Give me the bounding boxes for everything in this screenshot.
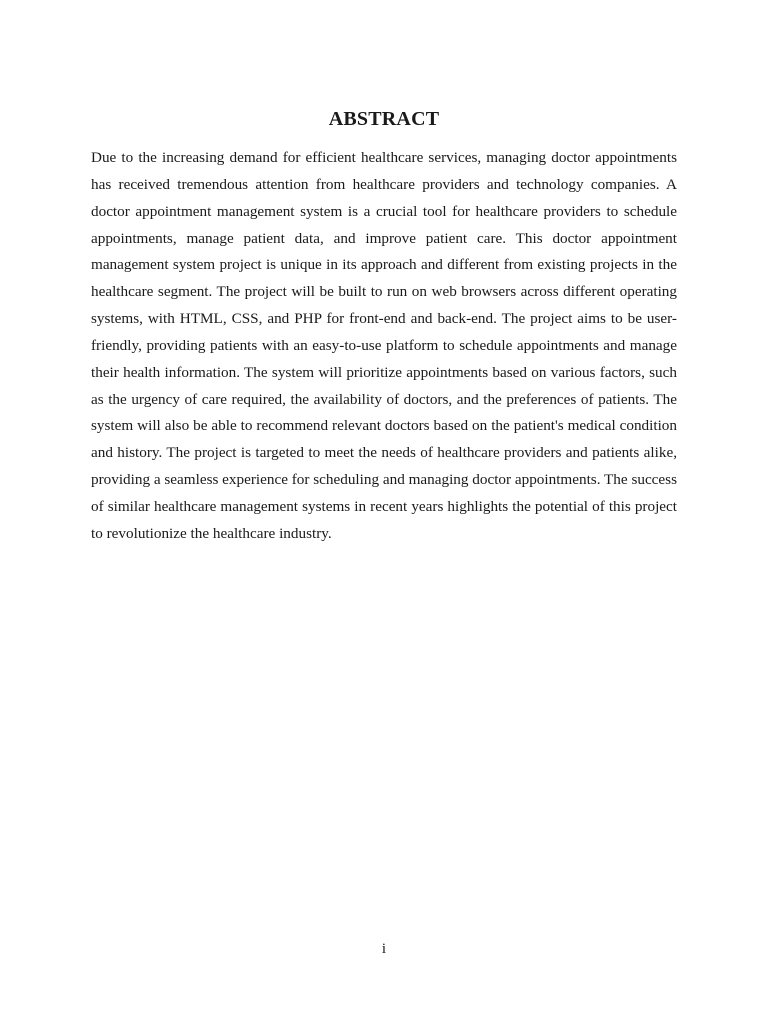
abstract-paragraph: Due to the increasing demand for efficient healthcare services, managing doctor appointments has received tremendous attention from healthcare providers and technology companies. A doctor appointment management system is a crucial tool for healthcare providers to schedule appointments, manage patient data, and improve patient care. This doctor appointment management system project is unique in its approach and different from existing projects in the healthcare segment. The project will be built to run on web browsers across different operating systems, with HTML, CSS, and PHP for front-end and back-end. The project aims to be user-friendly, providing patients with an easy-to-use platform to schedule appointments and manage their health information. The system will prioritize appointments based on various factors, such as the urgency of care required, the availability of doctors, and the preferences of patients. The system will also be able to recommend relevant doctors based on the patient's medical condition and history. The project is targeted to meet the needs of healthcare providers and patients alike, providing a seamless experience for scheduling and managing doctor appointments. The success of similar healthcare management systems in recent years highlights the potential of this project to revolutionize the healthcare industry. bbox=[91, 149, 677, 542]
page-number: i bbox=[381, 941, 387, 957]
page-title: ABSTRACT bbox=[328, 108, 440, 130]
